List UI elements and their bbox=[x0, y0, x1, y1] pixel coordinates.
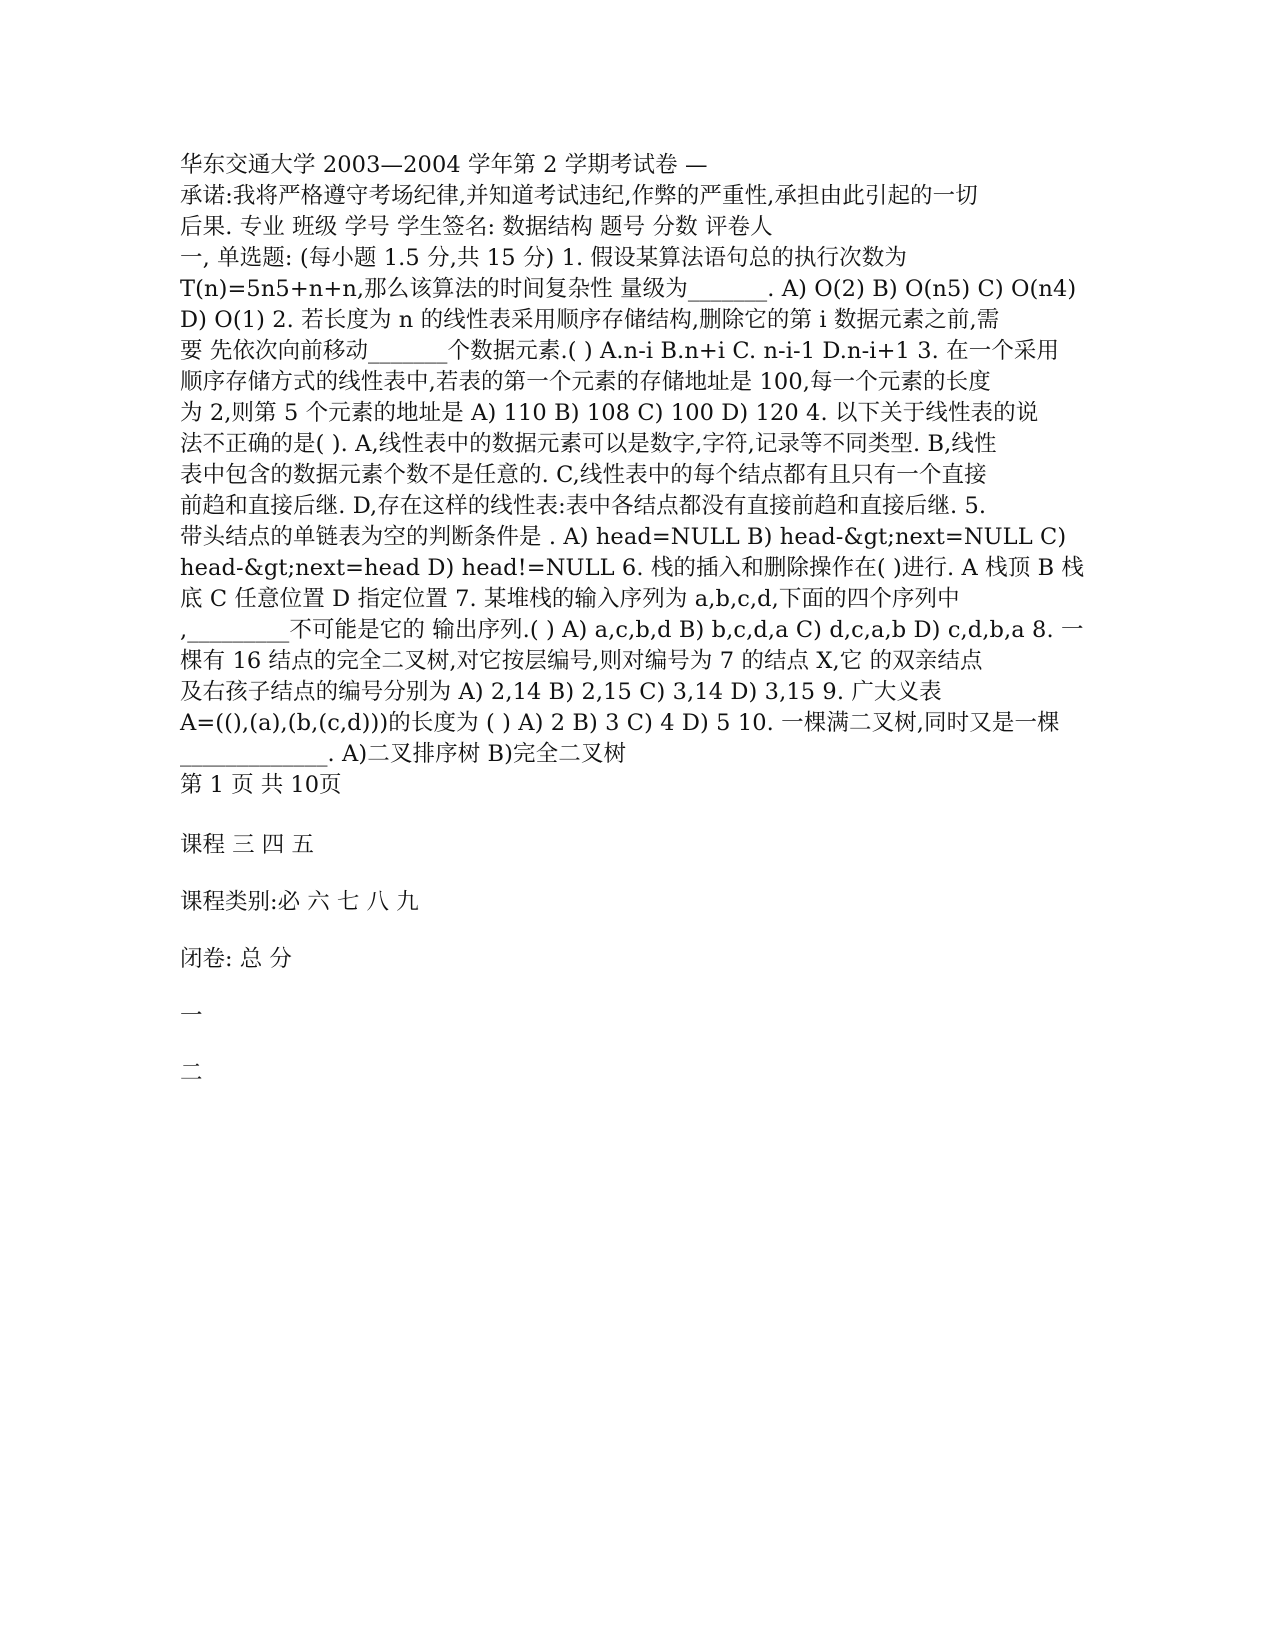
text-line: 要 先依次向前移动_______个数据元素.( ) A.n-i B.n+i C. n-i-1 D.n-i+1 3. 在一个采用 bbox=[180, 338, 1060, 364]
text-line: 顺序存储方式的线性表中,若表的第一个元素的存储地址是 100,每一个元素的长度 bbox=[180, 369, 991, 395]
text-line: 底 C 任意位置 D 指定位置 7. 某堆栈的输入序列为 a,b,c,d,下面的四个序列中 bbox=[180, 586, 960, 612]
text-line: 承诺:我将严格遵守考场纪律,并知道考试违纪,作弊的严重性,承担由此引起的一切 bbox=[180, 183, 978, 209]
text-line: 及右孩子结点的编号分别为 A) 2,14 B) 2,15 C) 3,14 D) 3,15 9. 广大义表 bbox=[180, 679, 942, 705]
text-line: A=((),(a),(b,(c,d)))的长度为 ( ) A) 2 B) 3 C) 4 D) 5 10. 一棵满二叉树,同时又是一棵 bbox=[180, 710, 1060, 736]
section-two-label: 二 bbox=[180, 1060, 203, 1086]
page-number: 第 1 页 共 10页 bbox=[180, 772, 342, 798]
text-line: 前趋和直接后继. D,存在这样的线性表:表中各结点都没有直接前趋和直接后继. 5. bbox=[180, 493, 987, 519]
text-line: 一, 单选题: (每小题 1.5 分,共 15 分) 1. 假设某算法语句总的执行次数为 bbox=[180, 245, 907, 271]
text-line: T(n)=5n5+n+n,那么该算法的时间复杂性 量级为_______. A) O(2) B) O(n5) C) O(n4) bbox=[180, 276, 1077, 302]
text-line: _____________. A)二叉排序树 B)完全二叉树 bbox=[180, 741, 627, 767]
text-line: ,_________不可能是它的 输出序列.( ) A) a,c,b,d B) b,c,d,a C) d,c,a,b D) c,d,b,a 8. 一 bbox=[180, 617, 1084, 643]
section-one-label: 一 bbox=[180, 1003, 203, 1029]
course-category-line: 课程类别:必 六 七 八 九 bbox=[180, 889, 419, 915]
text-line: D) O(1) 2. 若长度为 n 的线性表采用顺序存储结构,删除它的第 i 数据元素之前,需 bbox=[180, 307, 1000, 333]
closed-book-line: 闭卷: 总 分 bbox=[180, 946, 292, 972]
text-line: 法不正确的是( ). A,线性表中的数据元素可以是数字,字符,记录等不同类型. B,线性 bbox=[180, 431, 997, 457]
document-body bbox=[180, 150, 1085, 770]
text-line: 表中包含的数据元素个数不是任意的. C,线性表中的每个结点都有且只有一个直接 bbox=[180, 462, 987, 488]
text-line: 后果. 专业 班级 学号 学生签名: 数据结构 题号 分数 评卷人 bbox=[180, 214, 773, 240]
text-line: 棵有 16 结点的完全二叉树,对它按层编号,则对编号为 7 的结点 X,它 的双亲结点 bbox=[180, 648, 983, 674]
text-line: 为 2,则第 5 个元素的地址是 A) 110 B) 108 C) 100 D) 120 4. 以下关于线性表的说 bbox=[180, 400, 1039, 426]
text-line: head-&gt;next=head D) head!=NULL 6. 栈的插入和删除操作在( )进行. A 栈顶 B 栈 bbox=[180, 555, 1085, 581]
text-line: 华东交通大学 2003—2004 学年第 2 学期考试卷 — bbox=[180, 152, 708, 178]
course-line: 课程 三 四 五 bbox=[180, 832, 314, 858]
text-line: 带头结点的单链表为空的判断条件是 . A) head=NULL B) head-&gt;next=NULL C) bbox=[180, 524, 1067, 550]
